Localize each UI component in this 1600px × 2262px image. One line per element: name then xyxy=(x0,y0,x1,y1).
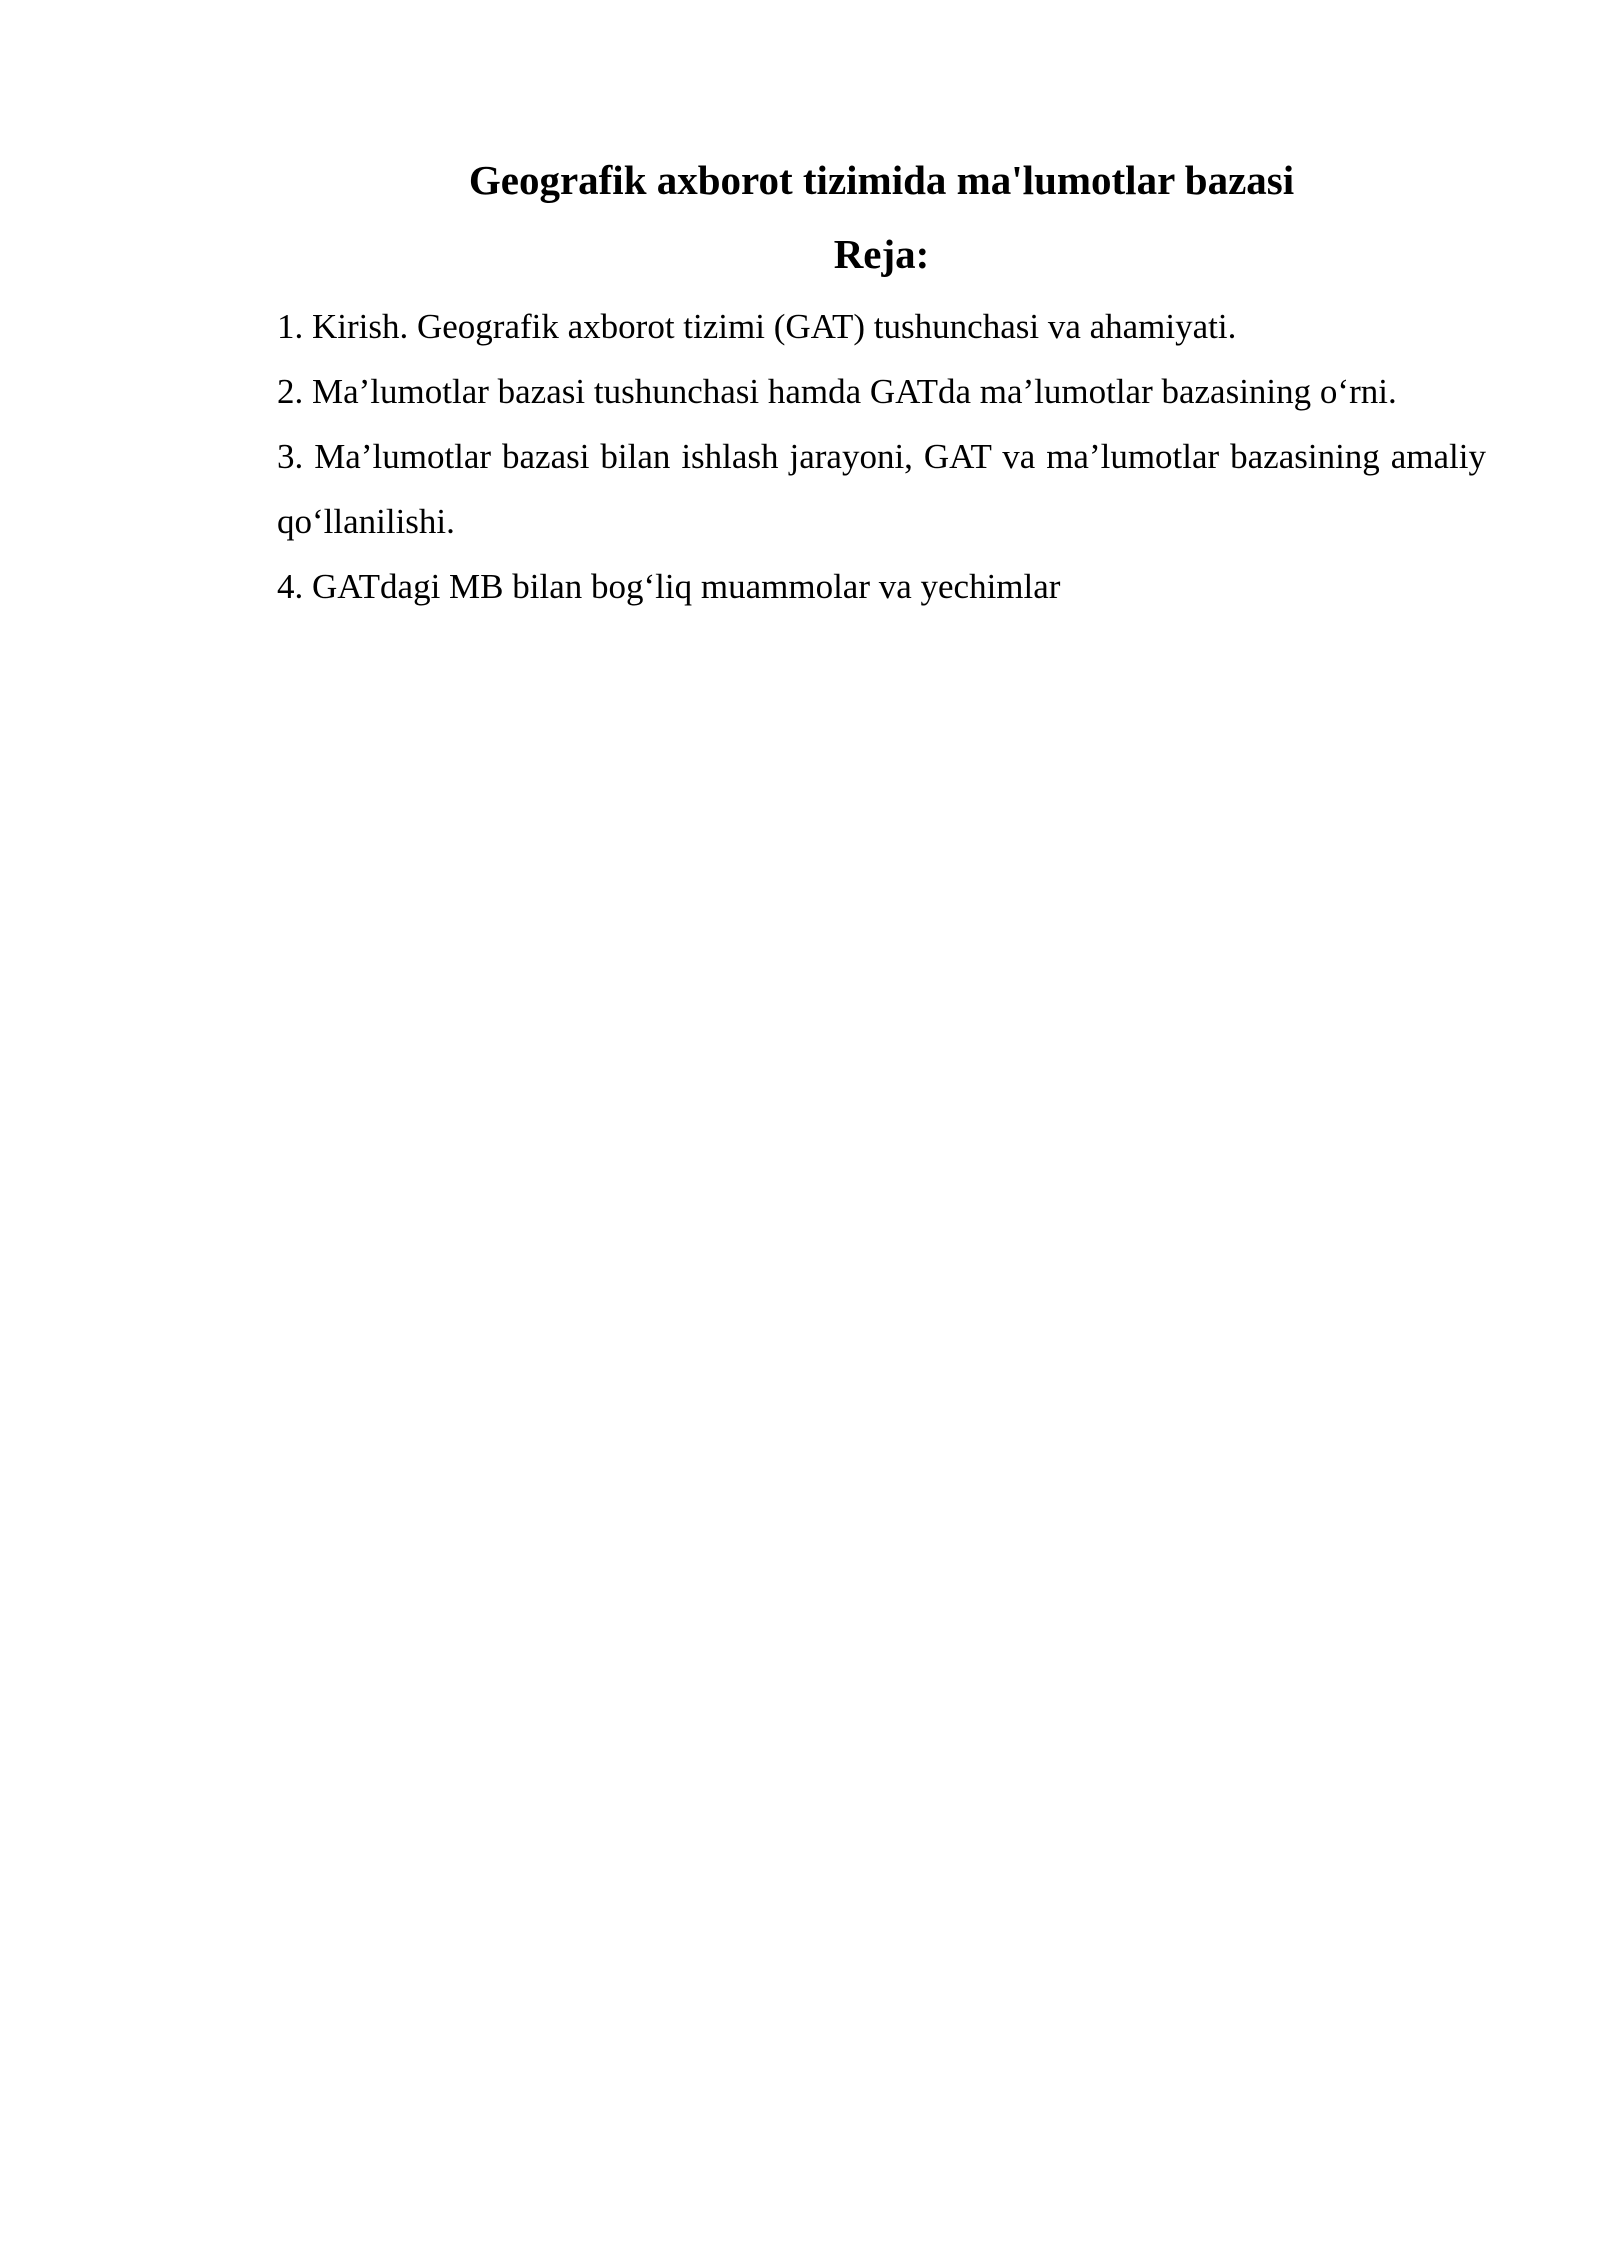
plan-item-2: 2. Ma’lumotlar bazasi tushunchasi hamda GATda ma’lumotlar bazasining o‘rni. xyxy=(277,372,1397,411)
document-body xyxy=(277,140,1486,619)
plan-item-1: 1. Kirish. Geografik axborot tizimi (GAT) tushunchasi va ahamiyati. xyxy=(277,307,1237,346)
document-title: Geografik axborot tizimida ma'lumotlar bazasi xyxy=(468,157,1295,203)
plan-list xyxy=(277,294,1486,619)
plan-item-4: 4. GATdagi MB bilan bog‘liq muammolar va yechimlar xyxy=(277,567,1061,606)
plan-heading: Reja: xyxy=(833,231,930,277)
plan-item-3: 3. Ma’lumotlar bazasi bilan ishlash jarayoni, GAT va ma’lumotlar bazasining amaliy qo‘llanilishi. xyxy=(277,437,1486,541)
